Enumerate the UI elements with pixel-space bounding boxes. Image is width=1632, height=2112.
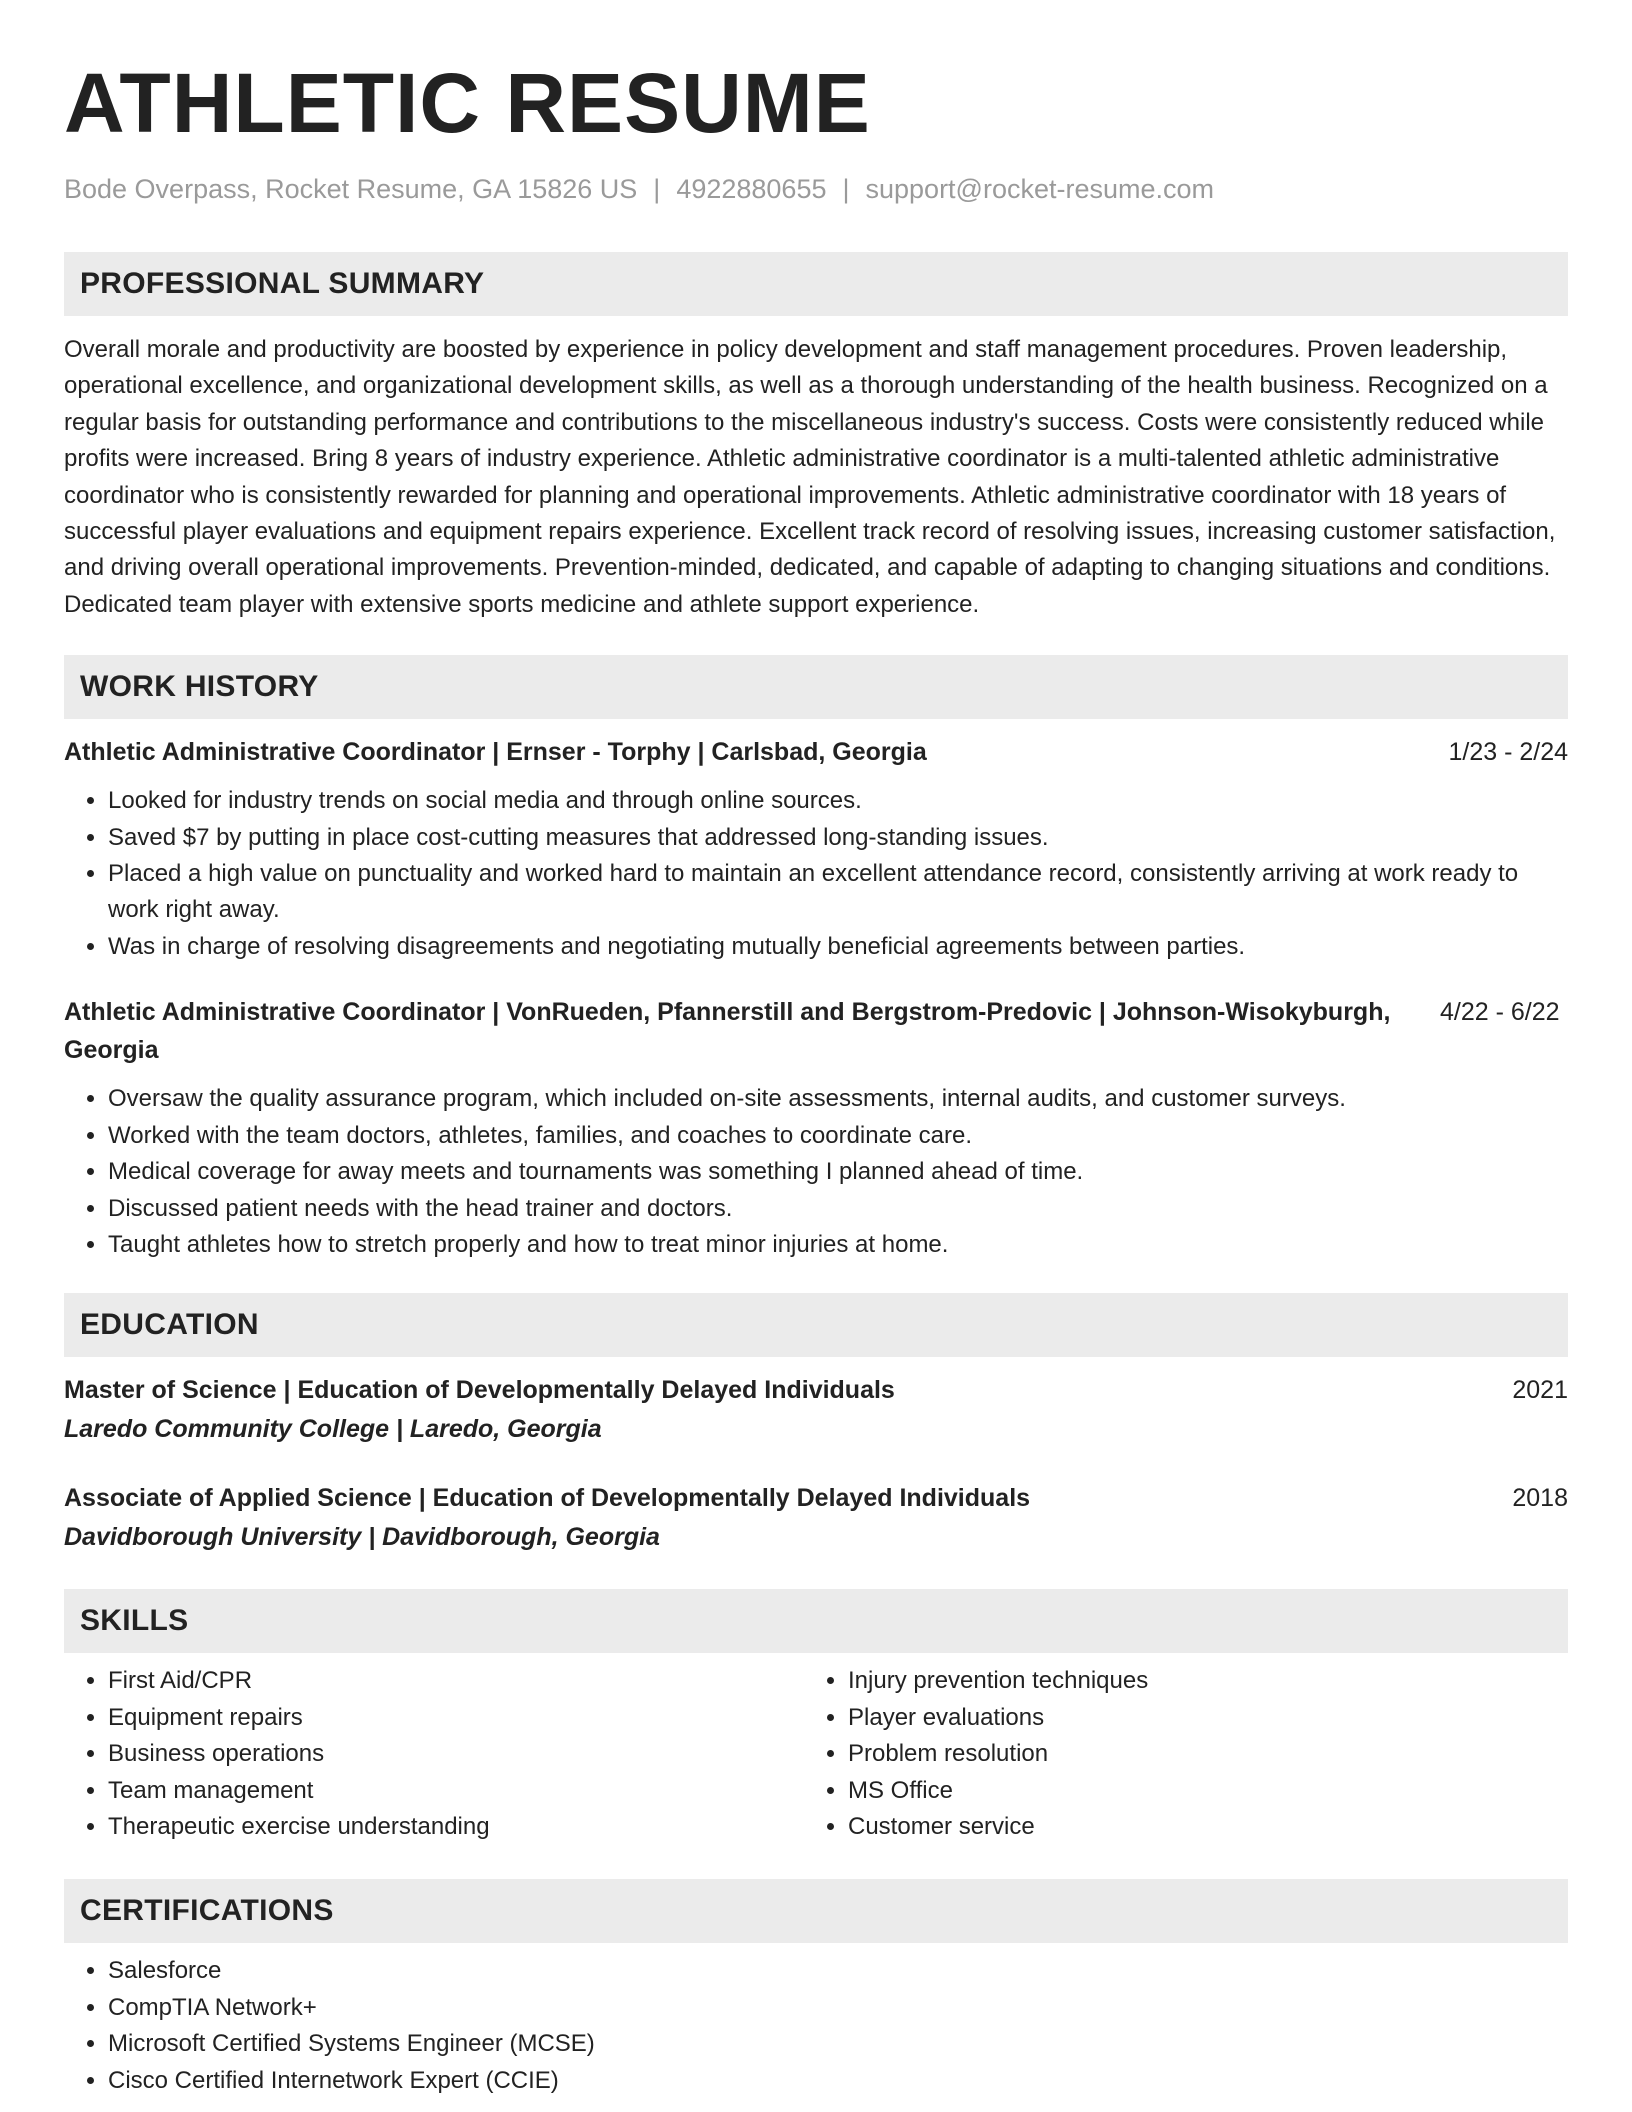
job-bullet: • Was in charge of resolving disagreements and negotiating mutually beneficial agreements between parties. — [108, 929, 1568, 965]
resume-name: ATHLETIC RESUME — [64, 56, 871, 150]
job-title: Athletic Administrative Coordinator | Ernser - Torphy | Carlsbad, Georgia — [64, 738, 927, 767]
skill-item: • Business operations — [108, 1736, 804, 1772]
skill-item: • Player evaluations — [848, 1700, 1544, 1736]
contact-address: Bode Overpass, Rocket Resume, GA 15826 US — [64, 174, 638, 204]
section-header-education: EDUCATION — [64, 1293, 1568, 1357]
skill-item: • Equipment repairs — [108, 1700, 804, 1736]
job-bullet: • Worked with the team doctors, athletes, families, and coaches to coordinate care. — [108, 1118, 1568, 1154]
section-header-work: WORK HISTORY — [64, 655, 1568, 719]
job-bullets — [64, 1081, 1568, 1263]
education-degree: Master of Science | Education of Developmentally Delayed Individuals — [64, 1376, 895, 1405]
summary-text: Overall morale and productivity are boosted by experience in policy development and staff management procedures. Proven leadership, operational excellence, and organizational development skills, as well as a thorough understanding of the health business. Recognized on a regular basis for outstanding performance and contributions to the miscellaneous industry's success. Costs were consistently reduced while profits were increased. Bring 8 years of industry experience. Athletic administrative coordinator is a multi-talented athletic administrative coordinator who is consistently rewarded for planning and operational improvements. Athletic administrative coordinator with 18 years of successful player evaluations and equipment repairs experience. Excellent track record of resolving issues, increasing customer satisfaction, and driving overall operational improvements. Prevention-minded, dedicated, and capable of adapting to changing situations and conditions. Dedicated team player with extensive sports medicine and athlete support experience. — [64, 336, 1556, 618]
section-header-certifications: CERTIFICATIONS — [64, 1879, 1568, 1943]
certifications-list — [64, 1953, 1568, 2099]
education-header — [64, 1479, 1568, 1517]
job-dates: 4/22 - 6/22 — [1440, 998, 1560, 1027]
contact-line — [64, 172, 1568, 206]
job-entry — [64, 733, 1568, 965]
certification-item: • Cisco Certified Internetwork Expert (CCIE) — [108, 2063, 1568, 2099]
education-header — [64, 1371, 1568, 1409]
contact-separator: | — [842, 174, 850, 204]
education-school: Davidborough University | Davidborough, Georgia — [64, 1523, 660, 1552]
job-header — [64, 733, 1568, 771]
section-header-summary: PROFESSIONAL SUMMARY — [64, 252, 1568, 316]
job-title: Athletic Administrative Coordinator | VonRueden, Pfannerstill and Bergstrom-Predovic | Johnson-Wisokyburgh, Georgia — [64, 998, 1391, 1065]
job-header — [64, 993, 1568, 1069]
job-dates: 1/23 - 2/24 — [1448, 738, 1568, 767]
job-bullet: • Looked for industry trends on social media and through online sources. — [108, 783, 1568, 819]
contact-phone: 4922880655 — [676, 174, 827, 204]
job-entry — [64, 993, 1568, 1263]
education-degree: Associate of Applied Science | Education of Developmentally Delayed Individuals — [64, 1484, 1031, 1513]
job-bullet: • Placed a high value on punctuality and worked hard to maintain an excellent attendance record, consistently arriving at work ready to work right away. — [108, 856, 1568, 929]
skill-item: • Problem resolution — [848, 1736, 1544, 1772]
education-year: 2018 — [1512, 1484, 1568, 1513]
certification-item: • Salesforce — [108, 1953, 1568, 1989]
skills-list-left — [64, 1663, 804, 1845]
contact-email: support@rocket-resume.com — [865, 174, 1215, 204]
contact-separator: | — [653, 174, 661, 204]
education-entry — [64, 1479, 1568, 1557]
skills-columns — [64, 1663, 1568, 1845]
skill-item: • Customer service — [848, 1809, 1544, 1845]
job-bullet: • Saved $7 by putting in place cost-cutting measures that addressed long-standing issues. — [108, 820, 1568, 856]
job-bullet: • Discussed patient needs with the head trainer and doctors. — [108, 1191, 1568, 1227]
skill-item: • First Aid/CPR — [108, 1663, 804, 1699]
skill-item: • Injury prevention techniques — [848, 1663, 1544, 1699]
skill-item: • Therapeutic exercise understanding — [108, 1809, 804, 1845]
certification-item: • CompTIA Network+ — [108, 1990, 1568, 2026]
certification-item: • Microsoft Certified Systems Engineer (MCSE) — [108, 2026, 1568, 2062]
skill-item: • Team management — [108, 1773, 804, 1809]
skill-item: • MS Office — [848, 1773, 1544, 1809]
job-bullets — [64, 783, 1568, 965]
section-header-skills: SKILLS — [64, 1589, 1568, 1653]
education-school: Laredo Community College | Laredo, Georgia — [64, 1415, 602, 1444]
skills-list-right — [804, 1663, 1544, 1845]
job-bullet: • Oversaw the quality assurance program, which included on-site assessments, internal audits, and customer surveys. — [108, 1081, 1568, 1117]
education-year: 2021 — [1512, 1376, 1568, 1405]
job-bullet: • Taught athletes how to stretch properly and how to treat minor injuries at home. — [108, 1227, 1568, 1263]
education-entry — [64, 1371, 1568, 1449]
job-bullet: • Medical coverage for away meets and tournaments was something I planned ahead of time. — [108, 1154, 1568, 1190]
